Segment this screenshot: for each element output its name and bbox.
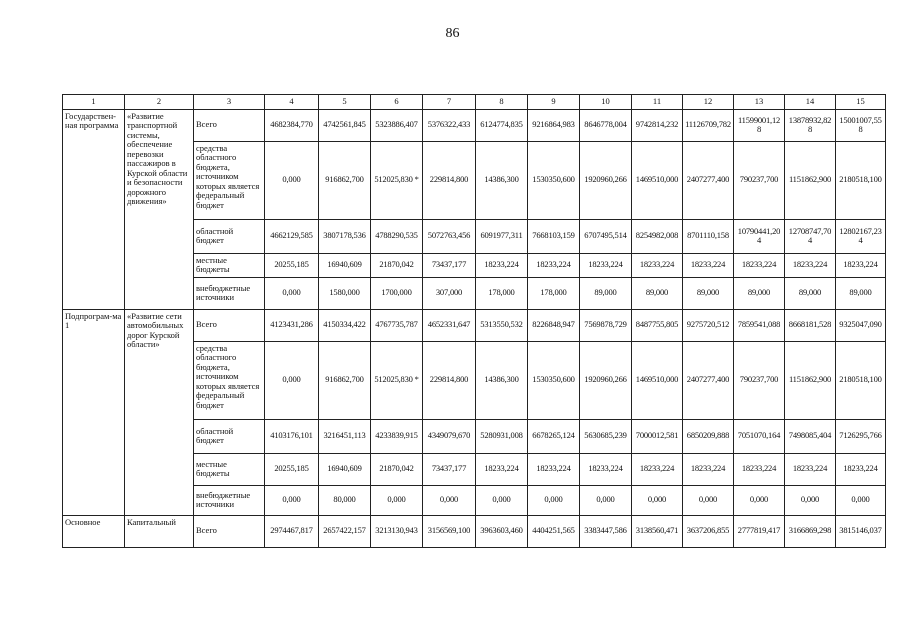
amount-cell: 916862,700 bbox=[319, 141, 371, 219]
amount-cell: 73437,177 bbox=[423, 253, 476, 277]
amount-cell: 89,000 bbox=[734, 277, 785, 309]
column-number: 1 bbox=[63, 95, 125, 110]
amount-cell: 3216451,113 bbox=[319, 419, 371, 453]
amount-cell: 6850209,888 bbox=[683, 419, 734, 453]
amount-cell: 3213130,943 bbox=[371, 515, 423, 547]
amount-cell: 3166869,298 bbox=[785, 515, 836, 547]
program-name-cell: «Развитие сети автомобильных дорог Курской области» bbox=[125, 309, 194, 515]
funding-source-label: областной бюджет bbox=[194, 219, 265, 253]
amount-cell: 18233,224 bbox=[632, 453, 683, 485]
amount-cell: 1469510,000 bbox=[632, 141, 683, 219]
funding-source-label: средства областного бюджета, источником которых является федеральный бюджет bbox=[194, 141, 265, 219]
amount-cell: 14386,300 bbox=[476, 341, 528, 419]
amount-cell: 20255,185 bbox=[265, 453, 319, 485]
amount-cell: 512025,830 * bbox=[371, 141, 423, 219]
amount-cell: 1469510,000 bbox=[632, 341, 683, 419]
amount-cell: 89,000 bbox=[632, 277, 683, 309]
amount-cell: 4767735,787 bbox=[371, 309, 423, 341]
amount-cell: 0,000 bbox=[734, 485, 785, 515]
column-number: 13 bbox=[734, 95, 785, 110]
column-number: 4 bbox=[265, 95, 319, 110]
funding-source-label: средства областного бюджета, источником которых является федеральный бюджет bbox=[194, 341, 265, 419]
amount-cell: 4123431,286 bbox=[265, 309, 319, 341]
amount-cell: 18233,224 bbox=[836, 453, 886, 485]
funding-source-label: внебюджетные источники bbox=[194, 277, 265, 309]
column-number-row bbox=[63, 95, 886, 110]
amount-cell: 18233,224 bbox=[580, 253, 632, 277]
amount-cell: 0,000 bbox=[580, 485, 632, 515]
amount-cell: 1920960,266 bbox=[580, 141, 632, 219]
amount-cell: 1920960,266 bbox=[580, 341, 632, 419]
amount-cell: 3637206,855 bbox=[683, 515, 734, 547]
amount-cell: 18233,224 bbox=[785, 453, 836, 485]
amount-cell: 0,000 bbox=[265, 485, 319, 515]
amount-cell: 0,000 bbox=[528, 485, 580, 515]
column-number: 6 bbox=[371, 95, 423, 110]
amount-cell: 229814,800 bbox=[423, 341, 476, 419]
amount-cell: 1580,000 bbox=[319, 277, 371, 309]
amount-cell: 18233,224 bbox=[734, 253, 785, 277]
amount-cell: 790237,700 bbox=[734, 141, 785, 219]
amount-cell: 3815146,037 bbox=[836, 515, 886, 547]
amount-cell: 4662129,585 bbox=[265, 219, 319, 253]
amount-cell: 89,000 bbox=[785, 277, 836, 309]
amount-cell: 2180518,100 bbox=[836, 341, 886, 419]
amount-cell: 4349079,670 bbox=[423, 419, 476, 453]
column-number: 8 bbox=[476, 95, 528, 110]
amount-cell: 12802167,234 bbox=[836, 219, 886, 253]
amount-cell: 18233,224 bbox=[476, 253, 528, 277]
amount-cell: 8668181,528 bbox=[785, 309, 836, 341]
amount-cell: 9742814,232 bbox=[632, 109, 683, 141]
amount-cell: 5313550,532 bbox=[476, 309, 528, 341]
amount-cell: 18233,224 bbox=[528, 453, 580, 485]
amount-cell: 2657422,157 bbox=[319, 515, 371, 547]
amount-cell: 4404251,565 bbox=[528, 515, 580, 547]
amount-cell: 18233,224 bbox=[580, 453, 632, 485]
amount-cell: 80,000 bbox=[319, 485, 371, 515]
amount-cell: 229814,800 bbox=[423, 141, 476, 219]
amount-cell: 0,000 bbox=[785, 485, 836, 515]
amount-cell: 16940,609 bbox=[319, 453, 371, 485]
amount-cell: 14386,300 bbox=[476, 141, 528, 219]
program-type-cell: Основное bbox=[63, 515, 125, 547]
amount-cell: 3138560,471 bbox=[632, 515, 683, 547]
amount-cell: 18233,224 bbox=[528, 253, 580, 277]
amount-cell: 2407277,400 bbox=[683, 341, 734, 419]
amount-cell: 307,000 bbox=[423, 277, 476, 309]
amount-cell: 0,000 bbox=[371, 485, 423, 515]
amount-cell: 21870,042 bbox=[371, 453, 423, 485]
funding-source-label: Всего bbox=[194, 109, 265, 141]
amount-cell: 4742561,845 bbox=[319, 109, 371, 141]
amount-cell: 18233,224 bbox=[632, 253, 683, 277]
column-number: 3 bbox=[194, 95, 265, 110]
amount-cell: 0,000 bbox=[683, 485, 734, 515]
amount-cell: 9325047,090 bbox=[836, 309, 886, 341]
amount-cell: 18233,224 bbox=[476, 453, 528, 485]
table-row bbox=[63, 309, 886, 341]
amount-cell: 16940,609 bbox=[319, 253, 371, 277]
amount-cell: 0,000 bbox=[836, 485, 886, 515]
column-number: 7 bbox=[423, 95, 476, 110]
amount-cell: 5630685,239 bbox=[580, 419, 632, 453]
column-number: 10 bbox=[580, 95, 632, 110]
column-number: 2 bbox=[125, 95, 194, 110]
amount-cell: 3807178,536 bbox=[319, 219, 371, 253]
amount-cell: 9216864,983 bbox=[528, 109, 580, 141]
amount-cell: 178,000 bbox=[476, 277, 528, 309]
amount-cell: 3156569,100 bbox=[423, 515, 476, 547]
amount-cell: 5323886,407 bbox=[371, 109, 423, 141]
amount-cell: 0,000 bbox=[476, 485, 528, 515]
amount-cell: 7051070,164 bbox=[734, 419, 785, 453]
amount-cell: 6091977,311 bbox=[476, 219, 528, 253]
amount-cell: 4103176,101 bbox=[265, 419, 319, 453]
amount-cell: 12708747,704 bbox=[785, 219, 836, 253]
amount-cell: 7498085,404 bbox=[785, 419, 836, 453]
amount-cell: 8646778,004 bbox=[580, 109, 632, 141]
amount-cell: 8226848,947 bbox=[528, 309, 580, 341]
amount-cell: 0,000 bbox=[423, 485, 476, 515]
amount-cell: 11599001,128 bbox=[734, 109, 785, 141]
amount-cell: 7569878,729 bbox=[580, 309, 632, 341]
amount-cell: 2974467,817 bbox=[265, 515, 319, 547]
amount-cell: 21870,042 bbox=[371, 253, 423, 277]
column-number: 11 bbox=[632, 95, 683, 110]
amount-cell: 4233839,915 bbox=[371, 419, 423, 453]
amount-cell: 1151862,900 bbox=[785, 141, 836, 219]
amount-cell: 7668103,159 bbox=[528, 219, 580, 253]
budget-table bbox=[62, 94, 886, 548]
funding-source-label: областной бюджет bbox=[194, 419, 265, 453]
amount-cell: 7000012,581 bbox=[632, 419, 683, 453]
funding-source-label: Всего bbox=[194, 309, 265, 341]
amount-cell: 8701110,158 bbox=[683, 219, 734, 253]
amount-cell: 89,000 bbox=[836, 277, 886, 309]
amount-cell: 3963603,460 bbox=[476, 515, 528, 547]
amount-cell: 6124774,835 bbox=[476, 109, 528, 141]
amount-cell: 512025,830 * bbox=[371, 341, 423, 419]
column-number: 14 bbox=[785, 95, 836, 110]
funding-source-label: Всего bbox=[194, 515, 265, 547]
program-name-cell: Капитальный bbox=[125, 515, 194, 547]
amount-cell: 4652331,647 bbox=[423, 309, 476, 341]
amount-cell: 20255,185 bbox=[265, 253, 319, 277]
amount-cell: 0,000 bbox=[265, 277, 319, 309]
column-number: 9 bbox=[528, 95, 580, 110]
amount-cell: 5280931,008 bbox=[476, 419, 528, 453]
amount-cell: 10790441,204 bbox=[734, 219, 785, 253]
amount-cell: 89,000 bbox=[580, 277, 632, 309]
table-row bbox=[63, 109, 886, 141]
amount-cell: 7859541,088 bbox=[734, 309, 785, 341]
amount-cell: 6678265,124 bbox=[528, 419, 580, 453]
amount-cell: 15001007,558 bbox=[836, 109, 886, 141]
amount-cell: 5376322,433 bbox=[423, 109, 476, 141]
amount-cell: 5072763,456 bbox=[423, 219, 476, 253]
column-number: 15 bbox=[836, 95, 886, 110]
amount-cell: 89,000 bbox=[683, 277, 734, 309]
amount-cell: 18233,224 bbox=[836, 253, 886, 277]
amount-cell: 916862,700 bbox=[319, 341, 371, 419]
amount-cell: 4150334,422 bbox=[319, 309, 371, 341]
amount-cell: 1530350,600 bbox=[528, 341, 580, 419]
amount-cell: 18233,224 bbox=[734, 453, 785, 485]
amount-cell: 1151862,900 bbox=[785, 341, 836, 419]
program-type-cell: Государствен-ная программа bbox=[63, 109, 125, 309]
amount-cell: 790237,700 bbox=[734, 341, 785, 419]
amount-cell: 1530350,600 bbox=[528, 141, 580, 219]
amount-cell: 4682384,770 bbox=[265, 109, 319, 141]
amount-cell: 2180518,100 bbox=[836, 141, 886, 219]
amount-cell: 8487755,805 bbox=[632, 309, 683, 341]
column-number: 12 bbox=[683, 95, 734, 110]
program-name-cell: «Развитие транспортной системы, обеспечение перевозки пассажиров в Курской области и безопасности дорожного движения» bbox=[125, 109, 194, 309]
amount-cell: 9275720,512 bbox=[683, 309, 734, 341]
amount-cell: 18233,224 bbox=[785, 253, 836, 277]
amount-cell: 178,000 bbox=[528, 277, 580, 309]
funding-source-label: местные бюджеты bbox=[194, 453, 265, 485]
amount-cell: 0,000 bbox=[265, 341, 319, 419]
program-type-cell: Подпрограм-ма 1 bbox=[63, 309, 125, 515]
page-number: 86 bbox=[445, 26, 460, 41]
table-row bbox=[63, 515, 886, 547]
funding-source-label: местные бюджеты bbox=[194, 253, 265, 277]
amount-cell: 18233,224 bbox=[683, 453, 734, 485]
amount-cell: 2777819,417 bbox=[734, 515, 785, 547]
amount-cell: 73437,177 bbox=[423, 453, 476, 485]
amount-cell: 18233,224 bbox=[683, 253, 734, 277]
amount-cell: 7126295,766 bbox=[836, 419, 886, 453]
amount-cell: 3383447,586 bbox=[580, 515, 632, 547]
amount-cell: 1700,000 bbox=[371, 277, 423, 309]
amount-cell: 2407277,400 bbox=[683, 141, 734, 219]
amount-cell: 11126709,782 bbox=[683, 109, 734, 141]
amount-cell: 13878932,828 bbox=[785, 109, 836, 141]
amount-cell: 4788290,535 bbox=[371, 219, 423, 253]
amount-cell: 0,000 bbox=[632, 485, 683, 515]
amount-cell: 0,000 bbox=[265, 141, 319, 219]
funding-source-label: внебюджетные источники bbox=[194, 485, 265, 515]
column-number: 5 bbox=[319, 95, 371, 110]
amount-cell: 8254982,008 bbox=[632, 219, 683, 253]
amount-cell: 6707495,514 bbox=[580, 219, 632, 253]
table-body bbox=[63, 95, 886, 548]
